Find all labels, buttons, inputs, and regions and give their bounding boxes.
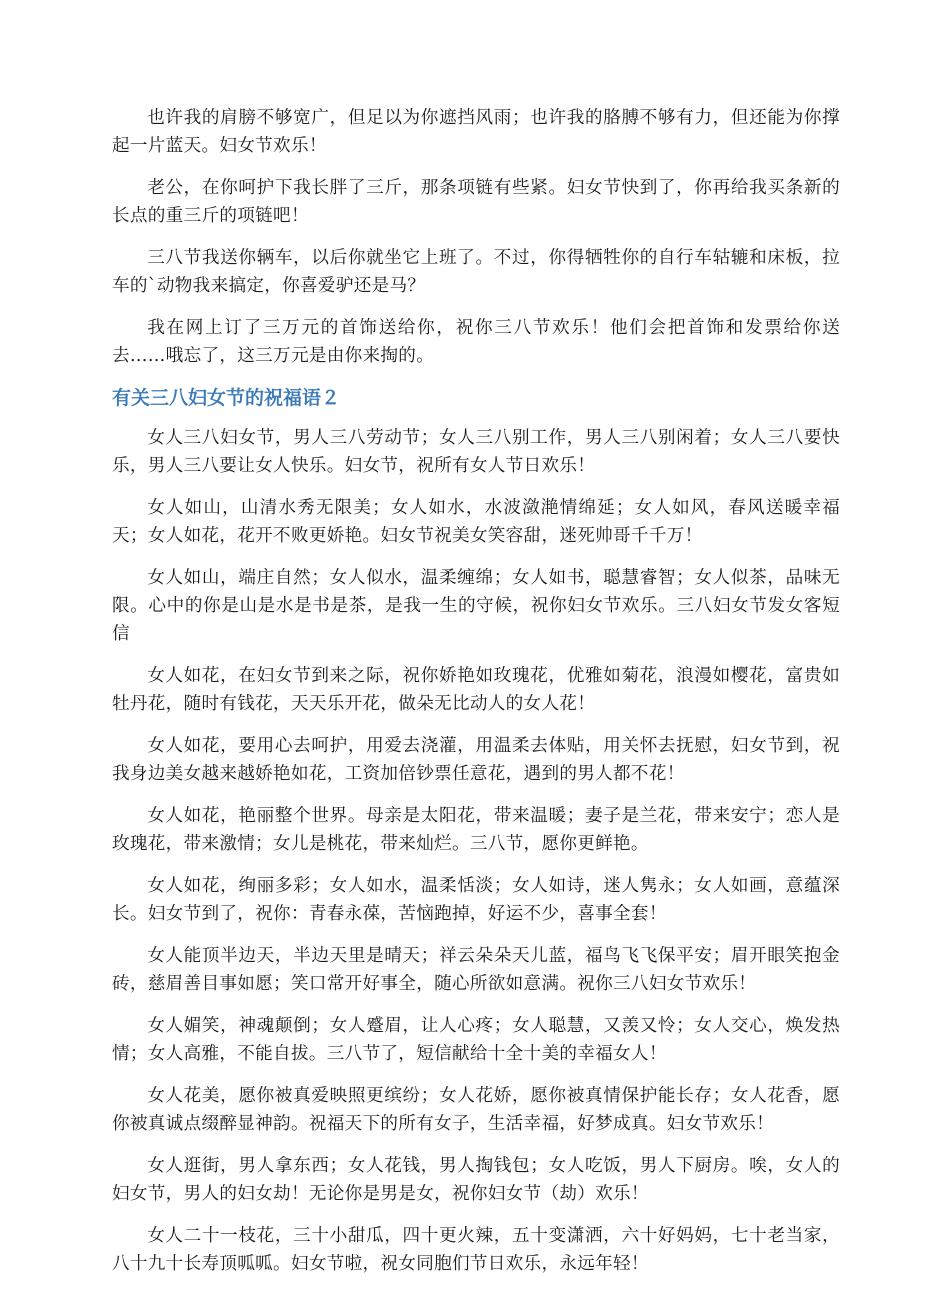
blessing-paragraph: 女人花美，愿你被真爱映照更缤纷；女人花娇，愿你被真情保护能长存；女人花香，愿你被真诚点缀醉显神韵。祝福天下的所有女子，生活幸福，好梦成真。妇女节欢乐！ bbox=[112, 1086, 840, 1134]
blessing-paragraph: 女人二十一枝花，三十小甜瓜，四十更火辣，五十变潇洒，六十好妈妈，七十老当家，八十九十长寿顶呱呱。妇女节啦，祝女同胞们节日欢乐，永远年轻！ bbox=[112, 1226, 840, 1274]
blessing-paragraph: 女人三八妇女节，男人三八劳动节；女人三八别工作，男人三八别闲着；女人三八要快乐，男人三八要让女人快乐。妇女节，祝所有女人节日欢乐！ bbox=[112, 428, 840, 476]
blessing-paragraph: 女人逛街，男人拿东西；女人花钱，男人掏钱包；女人吃饭，男人下厨房。唉，女人的妇女节，男人的妇女劫！无论你是男是女，祝你妇女节（劫）欢乐！ bbox=[112, 1156, 840, 1204]
blessing-paragraph: 女人如花，艳丽整个世界。母亲是太阳花，带来温暖；妻子是兰花，带来安宁；恋人是玫瑰花，带来激情；女儿是桃花，带来灿烂。三八节，愿你更鲜艳。 bbox=[112, 806, 840, 854]
blessing-paragraph: 女人如山，端庄自然；女人似水，温柔缠绵；女人如书，聪慧睿智；女人似茶，品味无限。心中的你是山是水是书是茶，是我一生的守候，祝你妇女节欢乐。三八妇女节发女客短信 bbox=[112, 568, 840, 644]
intro-paragraph: 也许我的肩膀不够宽广，但足以为你遮挡风雨；也许我的胳膊不够有力，但还能为你撑起一片蓝天。妇女节欢乐！ bbox=[112, 108, 840, 156]
blessing-paragraph: 女人媚笑，神魂颠倒；女人蹙眉，让人心疼；女人聪慧，又羡又怜；女人交心，焕发热情；女人高雅，不能自拔。三八节了，短信献给十全十美的幸福女人！ bbox=[112, 1016, 840, 1064]
intro-paragraph: 三八节我送你辆车，以后你就坐它上班了。不过，你得牺牲你的自行车轱辘和床板，拉车的`动物我来搞定，你喜爱驴还是马？ bbox=[112, 248, 840, 296]
intro-paragraph: 我在网上订了三万元的首饰送给你，祝你三八节欢乐！他们会把首饰和发票给你送去……哦忘了，这三万元是由你来掏的。 bbox=[112, 318, 840, 366]
blessing-paragraph: 女人如山，山清水秀无限美；女人如水，水波潋滟情绵延；女人如风，春风送暖幸福天；女人如花，花开不败更娇艳。妇女节祝美女笑容甜，迷死帅哥千千万！ bbox=[112, 498, 840, 546]
blessing-paragraph: 女人如花，要用心去呵护，用爱去浇灌，用温柔去体贴，用关怀去抚慰，妇女节到，祝我身边美女越来越娇艳如花，工资加倍钞票任意花，遇到的男人都不花！ bbox=[112, 736, 840, 784]
blessing-paragraph: 女人能顶半边天，半边天里是晴天；祥云朵朵天儿蓝，福鸟飞飞保平安；眉开眼笑抱金砖，慈眉善目事如愿；笑口常开好事全，随心所欲如意满。祝你三八妇女节欢乐！ bbox=[112, 946, 840, 994]
intro-paragraph: 老公，在你呵护下我长胖了三斤，那条项链有些紧。妇女节快到了，你再给我买条新的长点的重三斤的项链吧！ bbox=[112, 178, 840, 226]
section-heading: 有关三八妇女节的祝福语２ bbox=[112, 387, 341, 409]
document-page bbox=[112, 104, 840, 1292]
blessing-paragraph: 女人如花，在妇女节到来之际，祝你娇艳如玫瑰花，优雅如菊花，浪漫如樱花，富贵如牡丹花，随时有钱花，天天乐开花，做朵无比动人的女人花！ bbox=[112, 666, 840, 714]
blessing-paragraph: 女人如花，绚丽多彩；女人如水，温柔恬淡；女人如诗，迷人隽永；女人如画，意蕴深长。妇女节到了，祝你：青春永葆，苦恼跑掉，好运不少，喜事全套！ bbox=[112, 876, 840, 924]
